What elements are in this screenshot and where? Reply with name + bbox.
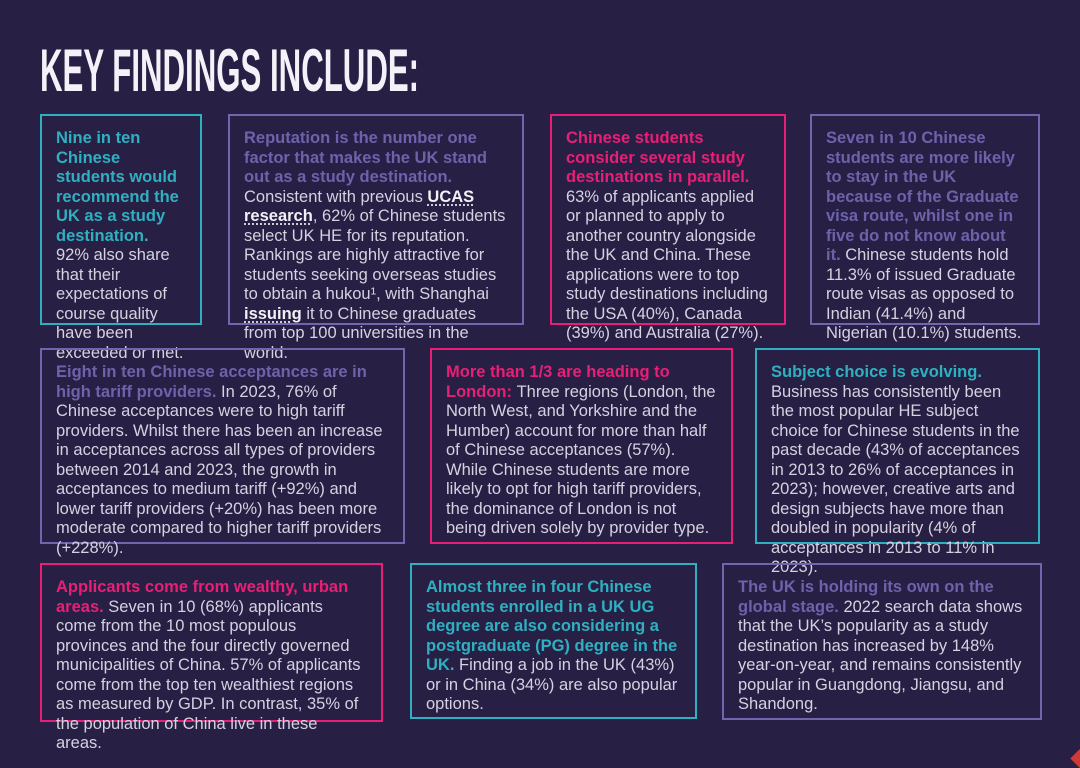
- inline-link[interactable]: UCAS research: [244, 187, 475, 225]
- finding-card-parallel-destinations: [550, 114, 786, 342]
- card-heading: Chinese students consider several study destinations in parallel.: [566, 129, 750, 186]
- finding-card-reputation: [228, 114, 524, 362]
- card-body-text: Chinese students hold 11.3% of issued Graduate route visas as opposed to Indian (41.4%) and Nigerian (10.1%) students.: [826, 246, 1022, 342]
- card-heading: Subject choice is evolving.: [771, 363, 982, 381]
- card-body-text: , 62% of Chinese students select UK HE for its reputation. Rankings are highly attractive for students seeking overseas studies to obtain a hukou¹, with Shanghai: [244, 207, 506, 303]
- card-heading: Eight in ten Chinese acceptances are in high tariff providers.: [56, 363, 367, 401]
- finding-card-wealthy-urban: [40, 563, 383, 752]
- finding-card-graduate-visa: [810, 114, 1040, 342]
- card-text: [244, 129, 508, 363]
- card-body-text: Finding a job in the UK (43%) or in China (34%) are also popular options.: [426, 656, 678, 713]
- card-text: [426, 578, 681, 715]
- card-text: [566, 129, 770, 344]
- card-body-text: it to Chinese graduates from top 100 universities in the world.: [244, 304, 477, 362]
- card-body-text: 92% also share that their expectations of course quality have been exceeded or met.: [56, 246, 184, 362]
- inline-link[interactable]: issuing: [244, 304, 302, 323]
- card-body-text: 63% of applicants applied or planned to apply to another country alongside the UK and China. These applications were to top study destinations including the USA (40%), Canada (39%) and Australia (27%).: [566, 187, 768, 342]
- finding-card-high-tariff: [40, 348, 405, 557]
- card-body-text: Business has consistently been the most popular HE subject choice for Chinese students in the past decade (43% of acceptances in 2013 to 26% of acceptances in 2023); however, creative arts and design subjects have more than doubled in popularity (4% of acceptances in 2013 to 11% in 2023).: [771, 382, 1020, 576]
- card-text: [826, 129, 1024, 344]
- finding-card-subject-choice: [755, 348, 1040, 576]
- page-title: KEY FINDINGS INCLUDE:: [40, 37, 420, 104]
- card-heading: The UK is holding its own on the global stage.: [738, 578, 994, 616]
- card-text: [56, 578, 367, 754]
- finding-card-london: [430, 348, 733, 544]
- card-body-text: In 2023, 76% of Chinese acceptances were to high tariff providers. Whilst there has been an increase in acceptances across all types of providers between 2014 and 2023, the growth in acceptances to medium tariff (+92%) and lower tariff providers (+20%) has been more moderate compared to higher tariff providers (+228%).: [56, 382, 383, 557]
- card-text: [446, 363, 717, 539]
- finding-card-global-stage: [722, 563, 1042, 720]
- card-text: [56, 129, 186, 363]
- card-heading: Applicants come from wealthy, urban areas.: [56, 578, 349, 616]
- card-body-text: Seven in 10 (68%) applicants come from the 10 most populous provinces and the four directly governed municipalities of China. 57% of applicants come from the top ten wealthiest regions as measured by GDP. In contrast, 35% of the population of China live in these areas.: [56, 597, 361, 752]
- card-body-text: 2022 search data shows that the UK’s popularity as a study destination has increased by 148% year-on-year, and remains consistently popular in Guangdong, Jiangsu, and Shandong.: [738, 597, 1023, 713]
- card-text: [738, 578, 1026, 715]
- card-body-text: Consistent with previous: [244, 187, 428, 206]
- card-text: [56, 363, 389, 558]
- card-heading: More than 1/3 are heading to London:: [446, 363, 670, 401]
- card-text: [771, 363, 1024, 578]
- finding-card-postgraduate: [410, 563, 697, 719]
- card-heading: Nine in ten Chinese students would recommend the UK as a study destination.: [56, 129, 179, 245]
- finding-card-recommendation: [40, 114, 202, 362]
- card-heading: Reputation is the number one factor that makes the UK stand out as a study destination.: [244, 129, 487, 186]
- card-body-text: Three regions (London, the North West, and Yorkshire and the Humber) account for more than half of Chinese acceptances (57%). While Chinese students are more likely to opt for high tariff providers, the dominance of London is not being driven solely by provider type.: [446, 382, 716, 537]
- card-heading: Almost three in four Chinese students enrolled in a UK UG degree are also considering a postgraduate (PG) degree in the UK.: [426, 578, 678, 674]
- card-heading: Seven in 10 Chinese students are more likely to stay in the UK because of the Graduate visa route, whilst one in five do not know about it.: [826, 129, 1019, 264]
